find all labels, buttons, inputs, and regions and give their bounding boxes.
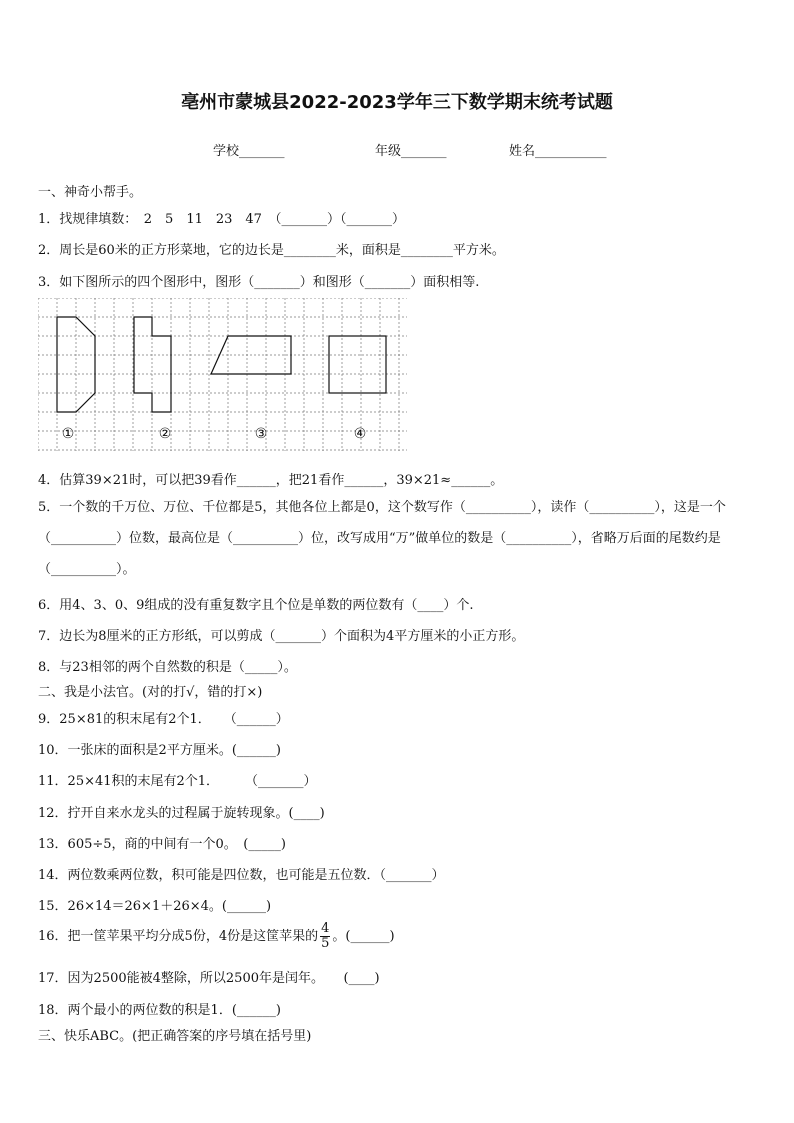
question-5: 5．一个数的千万位、万位、千位都是5，其他各位上都是0，这个数写作（__________），读作（__________），这是一个（__________）位数，最高位是（__________）位，改写成用“万”做单位的数是（__________），省略万后面的尾数约是（__________）。	[38, 500, 726, 577]
section-1-heading: 一、神奇小帮手。	[38, 185, 143, 200]
page-title: 亳州市蒙城县2022-2023学年三下数学期末统考试题	[181, 92, 613, 113]
question-14: 14．两位数乘两位数，积可能是四位数，也可能是五位数．（_______）	[38, 868, 445, 883]
section-3-heading: 三、快乐ABC。(把正确答案的序号填在括号里)	[38, 1029, 312, 1044]
question-16	[38, 922, 395, 951]
label-1: ①	[61, 426, 75, 442]
school-field: 学校_______	[213, 144, 285, 159]
name-field: 姓名___________	[509, 144, 607, 159]
section-2-heading: 二、我是小法官。(对的打√，错的打×)	[38, 685, 263, 700]
label-2: ②	[158, 426, 172, 442]
question-9: 9．25×81的积末尾有2个1． （______）	[38, 712, 289, 727]
shape-4	[329, 336, 386, 393]
fraction-denominator: 5	[321, 936, 330, 951]
question-16-text: 16．把一筐苹果平均分成5份，4份是这筐苹果的	[38, 929, 319, 944]
grade-field: 年级_______	[375, 144, 447, 159]
question-11: 11．25×41积的末尾有2个1． （_______）	[38, 774, 317, 789]
shape-2	[134, 317, 171, 412]
question-12: 12．拧开自来水龙头的过程属于旋转现象。(____)	[38, 806, 325, 821]
question-2: 2．周长是60米的正方形菜地，它的边长是________米，面积是________平方米。	[38, 243, 505, 258]
question-6: 6．用4、3、0、9组成的没有重复数字且个位是单数的两位数有（____）个.	[38, 598, 474, 613]
fraction	[320, 922, 330, 951]
shapes-grid-figure	[38, 298, 410, 453]
question-10: 10．一张床的面积是2平方厘米。(______)	[38, 743, 281, 758]
question-13: 13．605÷5，商的中间有一个0。 (_____)	[38, 837, 286, 852]
question-4: 4．估算39×21时，可以把39看作______，把21看作______，39×21≈______。	[38, 473, 504, 488]
label-4: ④	[353, 426, 367, 442]
question-17: 17．因为2500能被4整除，所以2500年是闰年。 (____)	[38, 971, 380, 986]
question-15: 15．26×14＝26×1＋26×4。(______)	[38, 899, 272, 914]
question-16-answer: 。(______)	[332, 929, 395, 944]
question-8: 8．与23相邻的两个自然数的积是（_____）。	[38, 660, 297, 675]
fraction-numerator: 4	[321, 921, 330, 936]
question-7: 7．边长为8厘米的正方形纸，可以剪成（_______）个面积为4平方厘米的小正方形。	[38, 629, 525, 644]
question-18: 18．两个最小的两位数的积是1．(______)	[38, 1003, 281, 1018]
question-1: 1．找规律填数： 2 5 11 23 47 （_______）（_______）	[38, 212, 405, 227]
question-3: 3．如下图所示的四个图形中，图形（_______）和图形（_______）面积相等.	[38, 275, 480, 290]
label-3: ③	[254, 426, 268, 442]
